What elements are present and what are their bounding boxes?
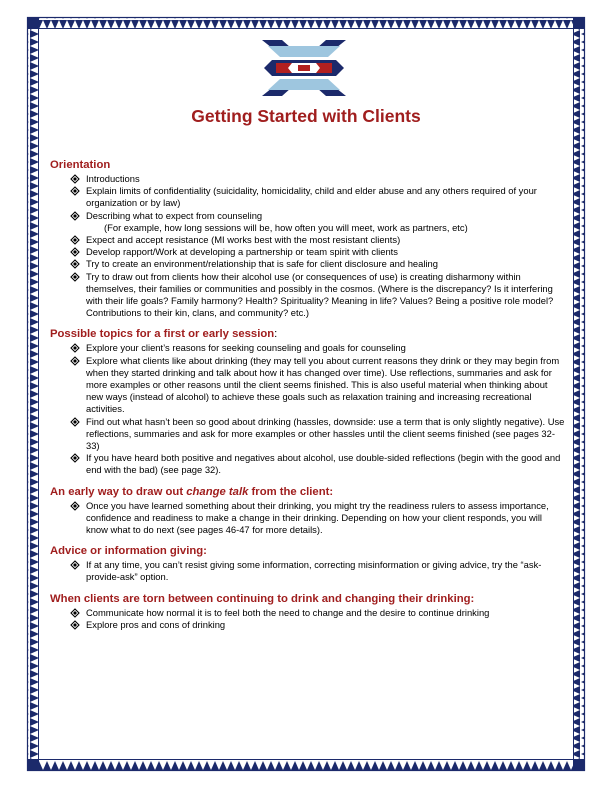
section-heading: When clients are torn between continuing to drink and changing their drinking: — [50, 592, 475, 605]
diamond-bullet-icon — [70, 246, 80, 258]
section-advice-giving — [50, 544, 565, 583]
diamond-bullet-icon — [70, 210, 80, 222]
list-item: Expect and accept resistance (MI works best with the most resistant clients) — [50, 234, 565, 246]
border-left — [28, 18, 38, 770]
list-item: Communicate how normal it is to feel both the need to change and the desire to continue drinking — [50, 607, 565, 619]
list-item: Explore pros and cons of drinking — [50, 619, 565, 631]
section-heading: Possible topics for a first or early session: — [50, 328, 278, 341]
list-item: Develop rapport/Work at developing a partnership or team spirit with clients — [50, 246, 565, 258]
native-pattern-logo — [262, 40, 346, 96]
diamond-bullet-icon — [70, 559, 80, 571]
list-item: If at any time, you can’t resist giving some information, correcting misinformation or giving advice, try the “ask-provide-ask” option. — [50, 559, 565, 583]
section-heading: Orientation — [50, 159, 111, 171]
list-item: Try to create an environment/relationship that is safe for client disclosure and healing — [50, 258, 565, 270]
section-early-session-topics — [50, 327, 565, 476]
diamond-bullet-icon — [70, 619, 80, 631]
list-item: Explore what clients like about drinking (they may tell you about current reasons they drink or they may begin from when they started drinking and talk about how it has changed over time). Use reflections, summaries and ask for more examples or other reasons until the client seems finished. This is also useful material when thinking about new ways (instead of alcohol) to achieve these goals such as relaxation training and increasing recreational activities. — [50, 355, 565, 416]
list-item: If you have heard both positive and negatives about alcohol, use double-sided reflections (begin with the good and end with the bad) (see page 32). — [50, 452, 565, 476]
diamond-bullet-icon — [70, 452, 80, 464]
list-item: Once you have learned something about their drinking, you might try the readiness rulers to assess importance, confidence and readiness to make a change in their drinking. Depending on how your client responds, you will know what to do next (see pages 46-47 for more details). — [50, 500, 565, 537]
diamond-bullet-icon — [70, 355, 80, 367]
border-right — [574, 18, 584, 770]
list-item: Explore your client’s reasons for seeking counseling and goals for counseling — [50, 342, 565, 354]
border-top — [28, 18, 584, 28]
list-item-note: (For example, how long sessions will be, how often you will meet, work as partners, etc) — [104, 221, 468, 233]
list-item: Describing what to expect from counseling (For example, how long sessions will be, how often you will meet, work as partners, etc) — [50, 210, 565, 234]
section-torn-clients — [50, 592, 565, 631]
diamond-bullet-icon — [70, 173, 80, 185]
list-item: Find out what hasn’t been so good about drinking (hassles, downside: use a term that is only slightly negative). Use reflections, summaries and ask for more examples or other hassles until the client seems finished (see pages 32-33) — [50, 416, 565, 453]
list-item: Introductions — [50, 173, 565, 185]
diamond-bullet-icon — [70, 271, 80, 283]
section-change-talk — [50, 485, 565, 537]
list-item: Explain limits of confidentiality (suicidality, homicidality, child and elder abuse and any others required of your organization or by law) — [50, 185, 565, 209]
diamond-bullet-icon — [70, 607, 80, 619]
page-title: Getting Started with Clients — [191, 106, 421, 126]
diamond-bullet-icon — [70, 500, 80, 512]
section-heading: Advice or information giving: — [50, 545, 207, 558]
section-orientation — [50, 158, 565, 319]
list-item: Try to draw out from clients how their alcohol use (or consequences of use) is creating disharmony within themselves, their families or communities and possibly in the cosmos. (Where is the discrepancy? Is it interfering with their life goals? Family harmony? Health? Spirituality? Meaning in life? Values? Being a positive role model? Contributions to their kin, clans, and community? etc.) — [50, 271, 565, 320]
section-heading: An early way to draw out change talk from the client: — [50, 485, 334, 498]
diamond-bullet-icon — [70, 342, 80, 354]
diamond-bullet-icon — [70, 258, 80, 270]
document-body — [50, 158, 565, 631]
diamond-bullet-icon — [70, 234, 80, 246]
border-bottom — [28, 760, 584, 770]
diamond-bullet-icon — [70, 185, 80, 197]
diamond-bullet-icon — [70, 416, 80, 428]
